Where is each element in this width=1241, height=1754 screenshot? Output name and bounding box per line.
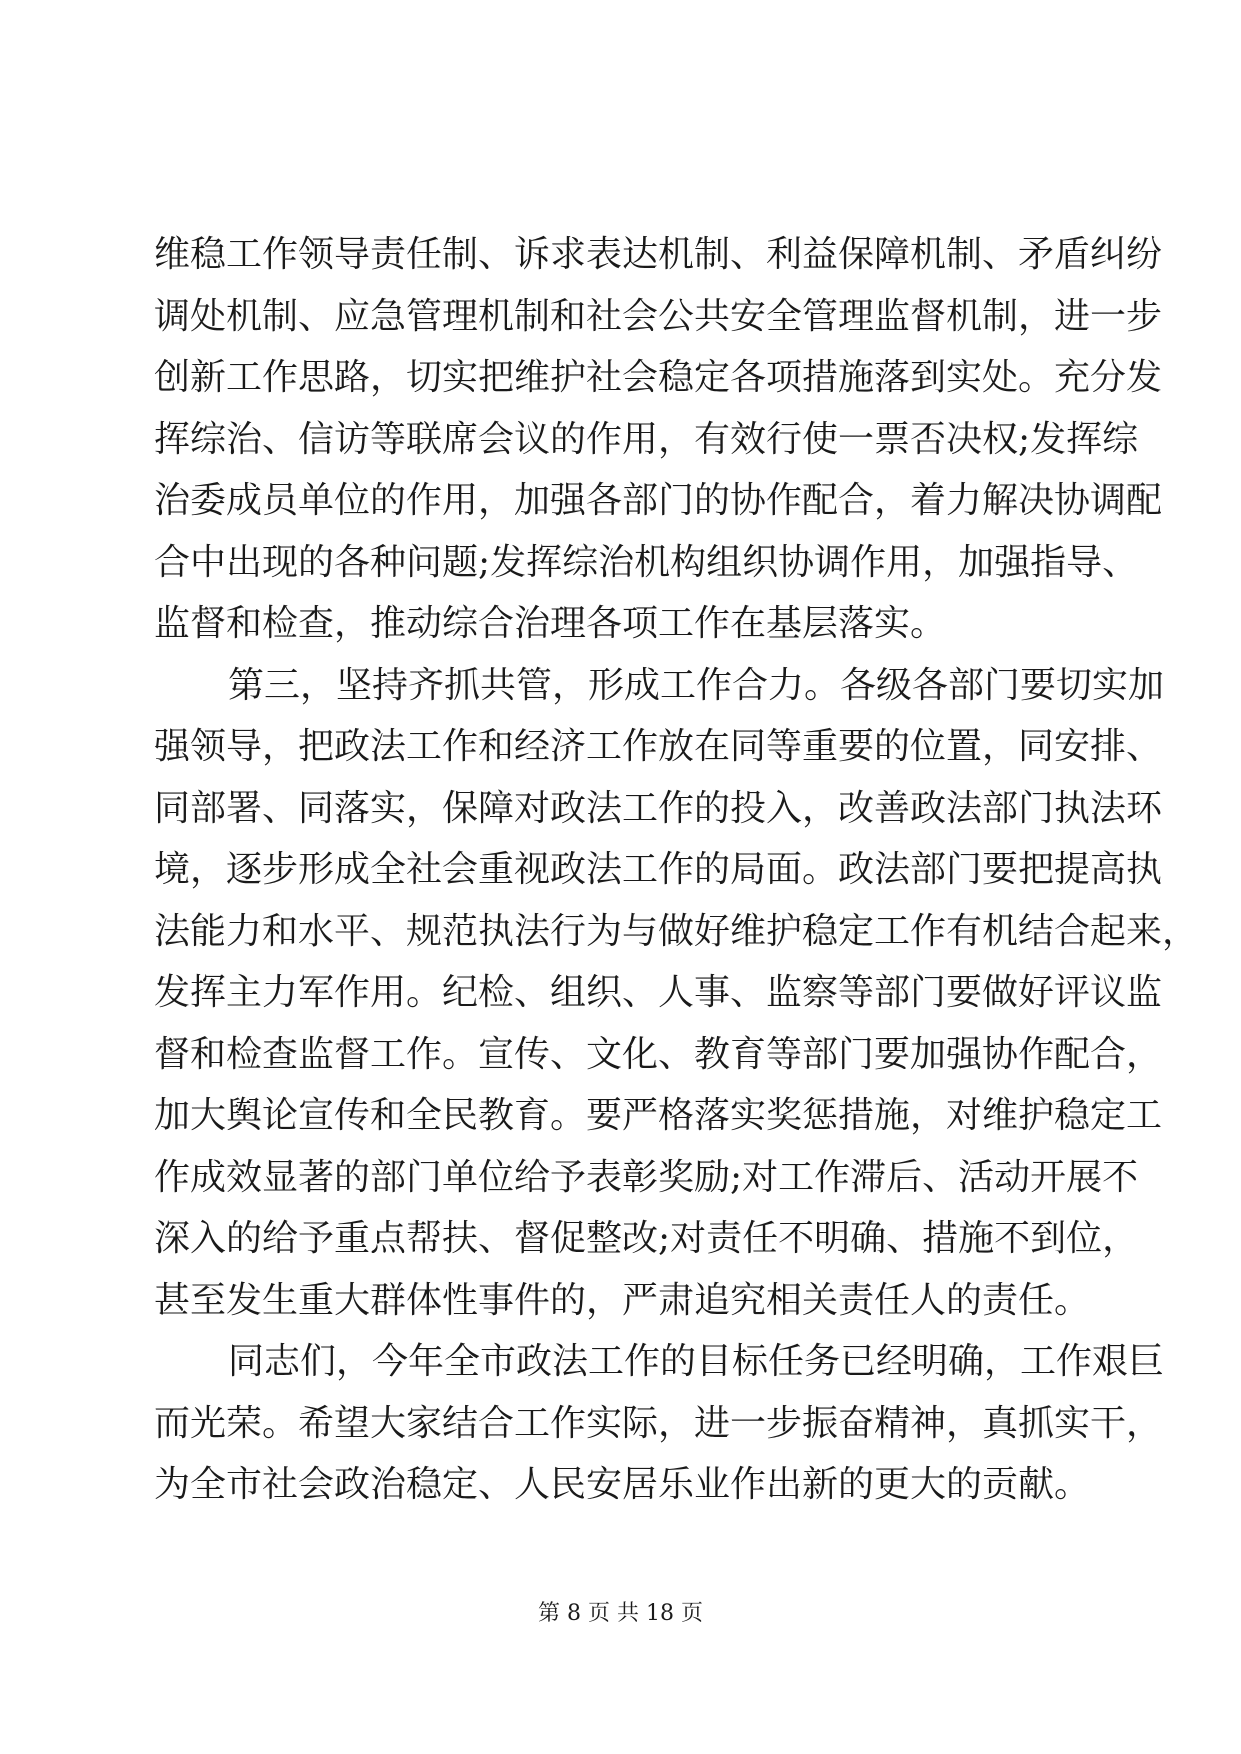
text-line: 发挥主力军作用。纪检、组织、人事、监察等部门要做好评议监: [154, 972, 1163, 1013]
text-line: 作成效显著的部门单位给予表彰奖励;对工作滞后、活动开展不: [154, 1156, 1139, 1198]
text-line: 合中出现的各种问题;发挥综治机构组织协调作用，加强指导、: [154, 541, 1139, 583]
text-line: 同部署、同落实，保障对政法工作的投入，改善政法部门执法环: [154, 787, 1163, 829]
text-line: 挥综治、信访等联席会议的作用，有效行使一票否决权;发挥综: [154, 418, 1139, 460]
text-line: 法能力和水平、规范执法行为与做好维护稳定工作有机结合起来，: [154, 910, 1199, 952]
text-line: 同志们，今年全市政法工作的目标任务已经明确，工作艰巨: [228, 1341, 1165, 1382]
text-line: 监督和检查，推动综合治理各项工作在基层落实。: [154, 603, 947, 644]
text-line: 加大舆论宣传和全民教育。要严格落实奖惩措施，对维护稳定工: [154, 1095, 1163, 1136]
text-line: 深入的给予重点帮扶、督促整改;对责任不明确、措施不到位，: [154, 1218, 1139, 1259]
page-number-footer: 第 8 页 共 18 页: [538, 1601, 703, 1626]
text-line: 强领导，把政法工作和经济工作放在同等重要的位置，同安排、: [154, 726, 1163, 767]
text-line: 第三，坚持齐抓共管，形成工作合力。各级各部门要切实加: [228, 664, 1165, 706]
text-line: 创新工作思路，切实把维护社会稳定各项措施落到实处。充分发: [154, 357, 1163, 398]
text-line: 而光荣。希望大家结合工作实际，进一步振奋精神，真抓实干，: [154, 1402, 1163, 1444]
text-line: 甚至发生重大群体性事件的，严肃追究相关责任人的责任。: [154, 1279, 1091, 1321]
text-line: 调处机制、应急管理机制和社会公共安全管理监督机制，进一步: [154, 295, 1163, 337]
text-line: 督和检查监督工作。宣传、文化、教育等部门要加强协作配合，: [154, 1033, 1163, 1075]
document-body: [154, 224, 1199, 1516]
text-line: 治委成员单位的作用，加强各部门的协作配合，着力解决协调配: [154, 480, 1163, 521]
text-line: 为全市社会政治稳定、人民安居乐业作出新的更大的贡献。: [154, 1464, 1091, 1505]
text-line: 维稳工作领导责任制、诉求表达机制、利益保障机制、矛盾纠纷: [154, 234, 1163, 275]
text-line: 境，逐步形成全社会重视政法工作的局面。政法部门要把提高执: [154, 849, 1163, 890]
